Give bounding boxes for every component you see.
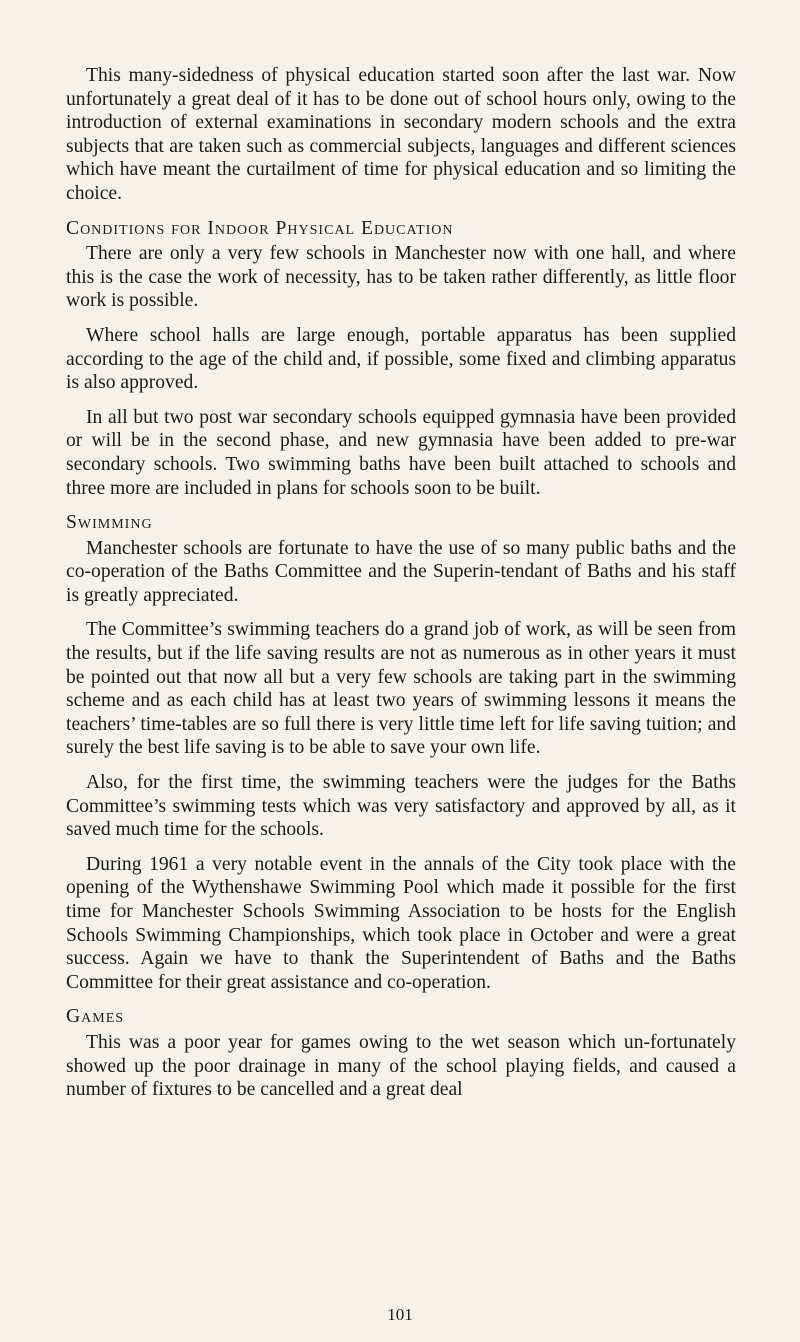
section-indoor-physical-education: [66, 217, 736, 501]
section-games: [66, 1005, 736, 1101]
paragraph: Also, for the first time, the swimming teachers were the judges for the Baths Committee’s swimming tests which was very satisfactory and approved by all, as it saved much time for the schools.: [66, 772, 736, 841]
paragraph: During 1961 a very notable event in the annals of the City took place with the opening of the Wythenshawe Swimming Pool which made it possible for the first time for Manchester Schools Swimming Association to be hosts for the English Schools Swimming Championships, which took place in October and were a great success. Again we have to thank the Superintendent of Baths and the Baths Committee for their great assistance and co-operation.: [66, 853, 736, 993]
page-number: 101: [387, 1305, 413, 1324]
section-heading: Conditions for Indoor Physical Education: [66, 217, 454, 239]
paragraph: In all but two post war secondary schools equipped gymnasia have been provided or will be in the second phase, and new gymnasia have been added to pre-war secondary schools. Two swimming baths have been built attached to schools and three more are included in plans for schools soon to be built.: [66, 406, 736, 499]
page-body: [66, 64, 736, 1113]
section-heading: Swimming: [66, 512, 153, 534]
section-heading: Games: [66, 1006, 125, 1028]
paragraph: Where school halls are large enough, portable apparatus has been supplied according to the age of the child and, if possible, some fixed and climbing apparatus is also approved.: [66, 324, 736, 394]
paragraph: The Committee’s swimming teachers do a grand job of work, as will be seen from the results, but if the life saving results are not as numerous as in other years it must be pointed out that now all but a very few schools are taking part in the swimming scheme and as each child has at least two years of swimming lessons it means the teachers’ time-tables are so full there is very little time left for life saving tuition; and surely the best life saving is to be able to save your own life.: [66, 619, 736, 759]
paragraph: This was a poor year for games owing to the wet season which un-fortunately showed up the poor drainage in many of the school playing fields, and caused a number of fixtures to be cancelled and a great deal: [66, 1031, 736, 1101]
paragraph: Manchester schools are fortunate to have the use of so many public baths and the co-operation of the Baths Committee and the Superin-tendant of Baths and his staff is greatly appreciated.: [66, 537, 736, 606]
section-swimming: [66, 511, 736, 994]
paragraph: There are only a very few schools in Manchester now with one hall, and where this is the case the work of necessity, has to be taken rather differently, as little floor work is possible.: [66, 243, 736, 312]
intro-paragraph: This many-sidedness of physical education started soon after the last war. Now unfortunately a great deal of it has to be done out of school hours only, owing to the introduction of external examinations in secondary modern schools and the extra subjects that are taken such as commercial subjects, languages and different sciences which have meant the curtailment of time for physical education and so limiting the choice.: [66, 65, 736, 204]
